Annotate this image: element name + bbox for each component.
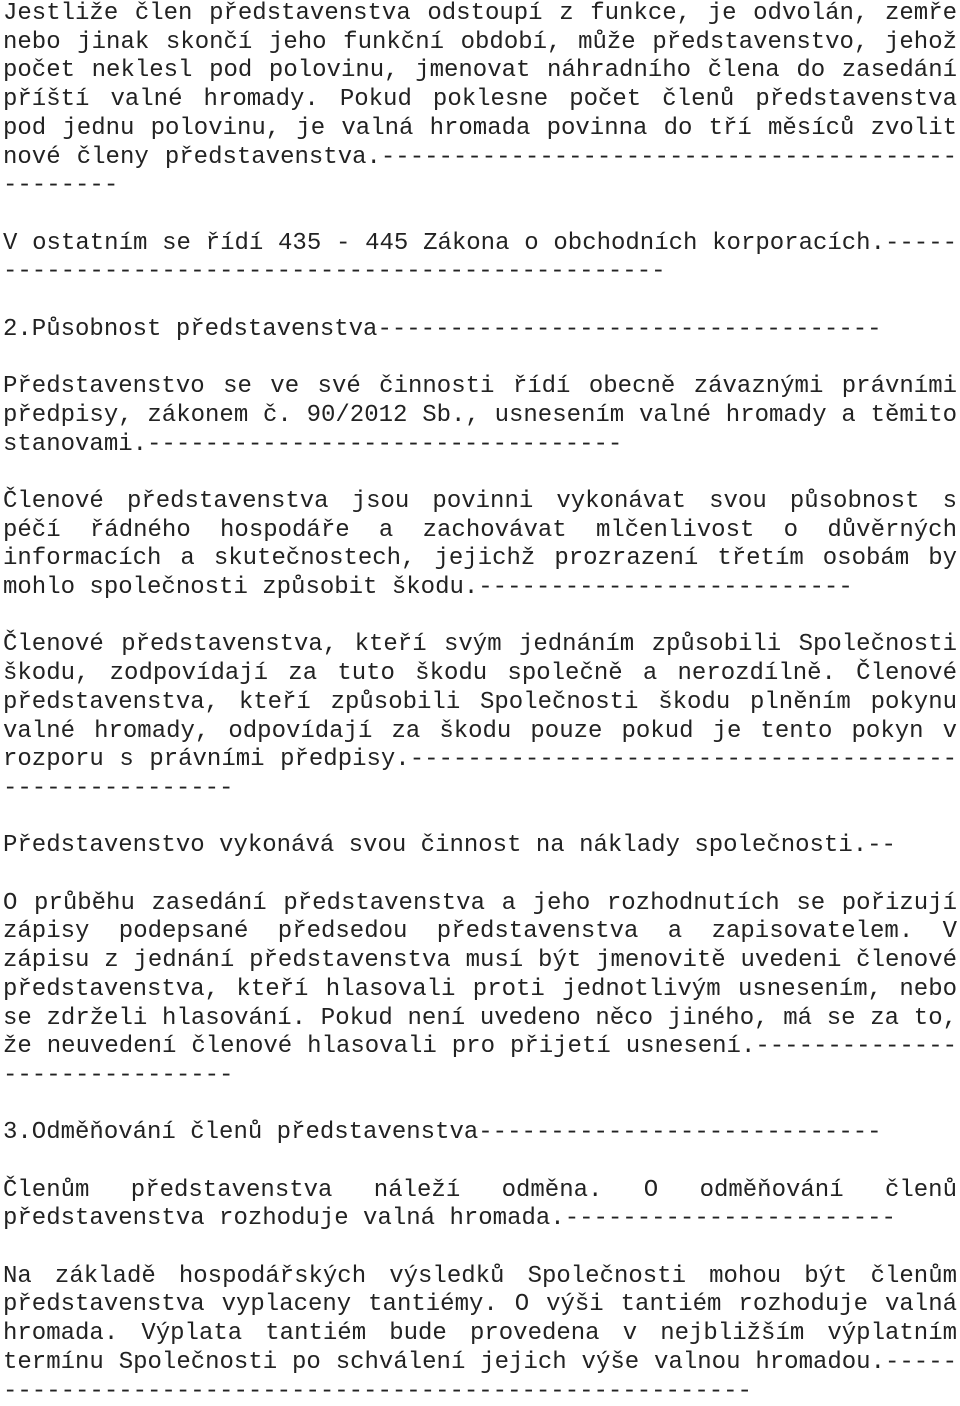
paragraph-duty-of-care: Členové představenstva jsou povinni vykonávat svou působnost s péčí řádného hospodáře a zachovávat mlčenlivost o důvěrných informacích a skutečnostech, jejichž prozrazení třetím osobám by mohlo společnosti způsobit škodu.-------------------------- (3, 487, 957, 601)
paragraph-meeting-minutes: O průběhu zasedání představenstva a jeho rozhodnutích se pořizují zápisy podepsané předsedou představenstva a zapisovatelem. V zápisu z jednání představenstva musí být jmenovitě uvedeni členové představenstva, kteří hlasovali proti jednotlivým usnesením, nebo se zdrželi hlasování. Pokud není uvedeno něco jiného, má se za to, že neuvedení členové hlasovali pro přijetí usnesení.------------------------------ (3, 889, 957, 1089)
paragraph-legal-reference: V ostatním se řídí 435 - 445 Zákona o obchodních korporacích.--------------------------------------------------- (3, 229, 957, 286)
paragraph-bonuses: Na základě hospodářských výsledků Společnosti mohou být členům představenstva vyplaceny tantiémy. O výši tantiém rozhoduje valná hromada. Výplata tantiém bude provedena v nejbližším výplatním termínu Společnosti po schválení jejich výše valnou hromadou.--------------------------------------------------------- (3, 1262, 957, 1405)
paragraph-costs: Představenstvo vykonává svou činnost na náklady společnosti.-- (3, 832, 896, 860)
paragraph-remuneration: Členům představenstva náleží odměna. O odměňování členů představenstva rozhoduje valná hromada.----------------------- (3, 1176, 957, 1233)
paragraph-board-governance: Představenstvo se ve své činnosti řídí obecně závaznými právními předpisy, zákonem č. 90/2012 Sb., usnesením valné hromady a těmito stanovami.--------------------------------- (3, 373, 957, 458)
document-page (3, 0, 957, 1406)
section-heading-remuneration: 3.Odměňování členů představenstva---------------------------- (3, 1119, 882, 1147)
paragraph-liability: Členové představenstva, kteří svým jednáním způsobili Společnosti škodu, zodpovídají za tuto škodu společně a nerozdílně. Členové představenstva, kteří způsobili Společnosti škodu plněním pokynu valné hromady, odpovídají za škodu pouze pokud je tento pokyn v rozporu s právními předpisy.------------------------------------------------------ (3, 631, 957, 802)
section-heading-board-competence: 2.Působnost představenstva----------------------------------- (3, 315, 882, 343)
paragraph-board-member-vacancy: Jestliže člen představenstva odstoupí z funkce, je odvolán, zemře nebo jinak skončí jeho funkční období, může představenstvo, jehož počet neklesl pod polovinu, jmenovat náhradního člena do zasedání příští valné hromady. Pokud poklesne počet členů představenstva pod jednu polovinu, je valná hromada povinna do tří měsíců zvolit nové členy představenstva.------------------------------------------------ (3, 0, 957, 200)
